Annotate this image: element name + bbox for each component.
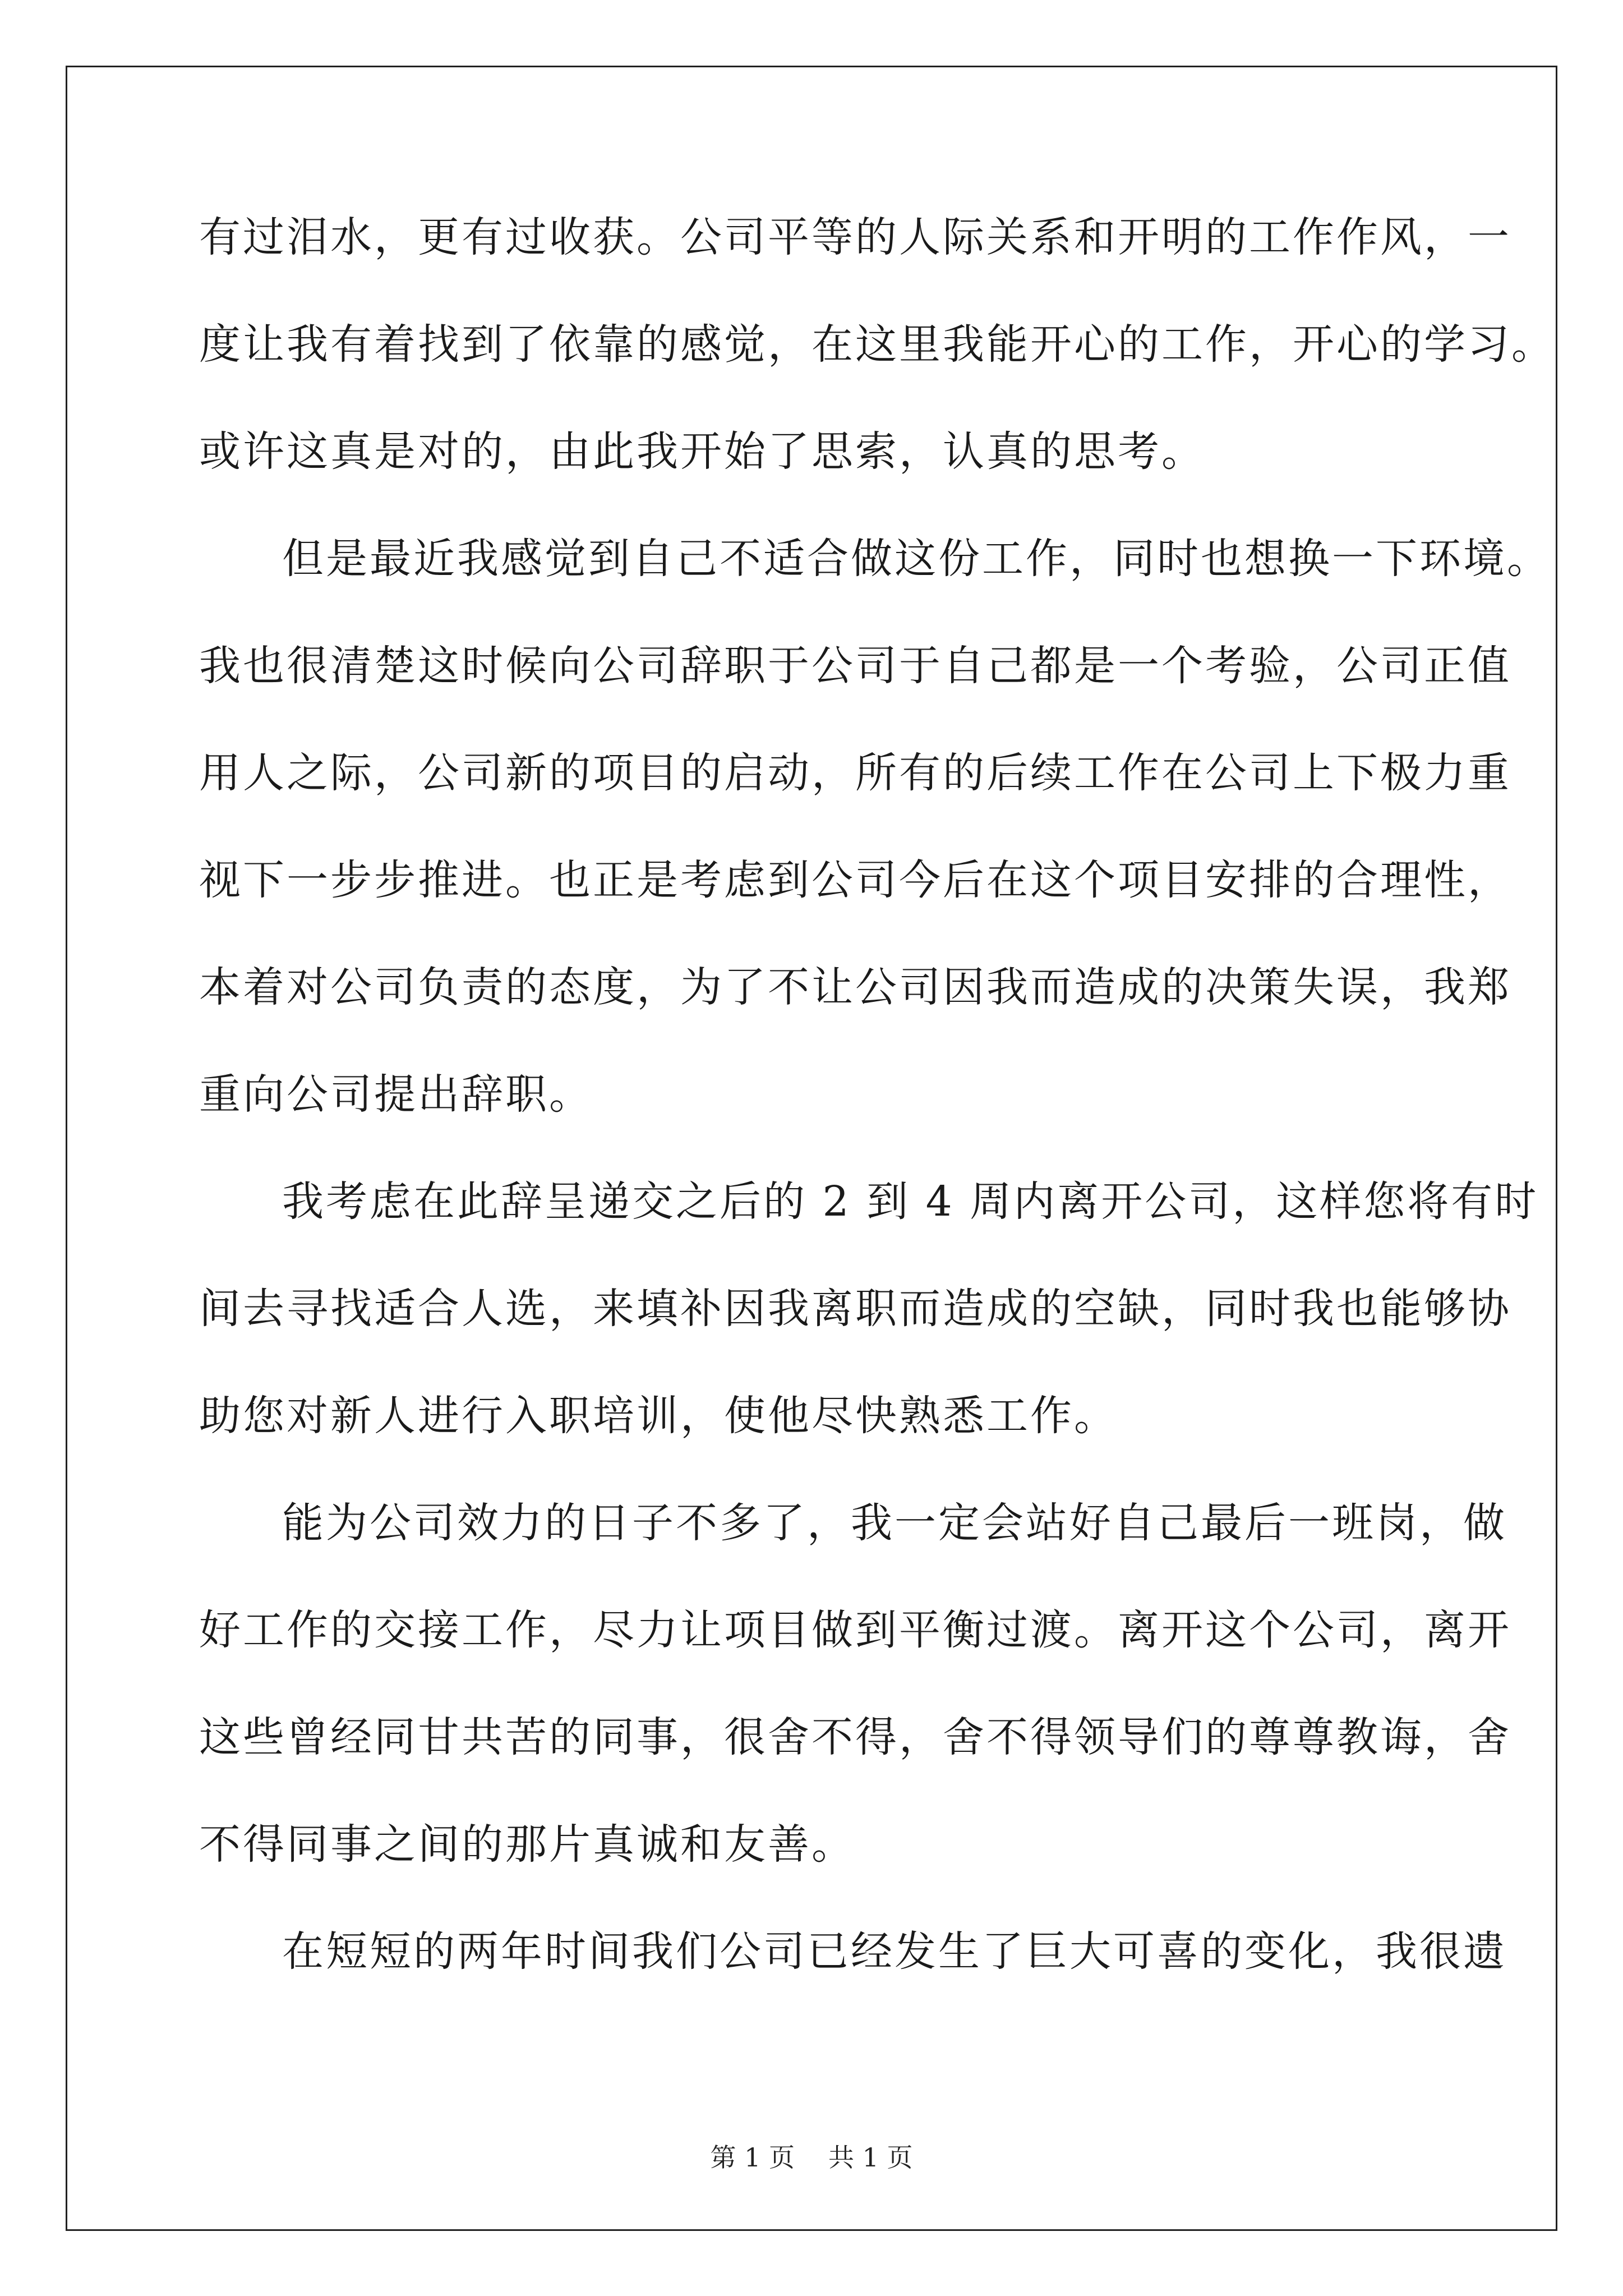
text-line: 这些曾经同甘共苦的同事，很舍不得，舍不得领导们的尊尊教诲，舍 <box>199 1713 1511 1761</box>
text-line: 视下一步步推进。也正是考虑到公司今后在这个项目安排的合理性， <box>199 856 1511 904</box>
text-line: 间去寻找适合人选，来填补因我离职而造成的空缺，同时我也能够协 <box>199 1285 1511 1333</box>
text-line: 有过泪水，更有过收获。公司平等的人际关系和开明的工作作风，一 <box>199 213 1511 261</box>
document-body <box>199 210 1555 2032</box>
text-line: 能为公司效力的日子不多了，我一定会站好自己最后一班岗，做 <box>282 1499 1507 1547</box>
page-footer <box>0 2142 1623 2173</box>
text-line: 度让我有着找到了依靠的感觉，在这里我能开心的工作，开心的学习。 <box>199 320 1555 369</box>
page-total: 共 1 页 <box>828 2142 913 2173</box>
text-line: 本着对公司负责的态度，为了不让公司因我而造成的决策失误，我郑 <box>199 963 1511 1011</box>
text-line: 不得同事之间的那片真诚和友善。 <box>199 1820 855 1869</box>
text-line: 好工作的交接工作，尽力让项目做到平衡过渡。离开这个公司，离开 <box>199 1606 1511 1654</box>
text-line: 助您对新人进行入职培训，使他尽快熟悉工作。 <box>199 1392 1118 1440</box>
text-line: 或许这真是对的，由此我开始了思索，认真的思考。 <box>199 427 1205 476</box>
text-line: 我考虑在此辞呈递交之后的 2 到 4 周内离开公司，这样您将有时 <box>282 1177 1539 1226</box>
text-line: 重向公司提出辞职。 <box>199 1070 593 1119</box>
text-line: 但是最近我感觉到自己不适合做这份工作，同时也想换一下环境。 <box>282 535 1551 583</box>
text-line: 我也很清楚这时候向公司辞职于公司于自己都是一个考验，公司正值 <box>199 642 1511 690</box>
text-line: 在短短的两年时间我们公司已经发生了巨大可喜的变化，我很遗 <box>282 1927 1507 1976</box>
text-line: 用人之际，公司新的项目的启动，所有的后续工作在公司上下极力重 <box>199 749 1511 797</box>
page-number: 第 1 页 <box>710 2142 795 2173</box>
